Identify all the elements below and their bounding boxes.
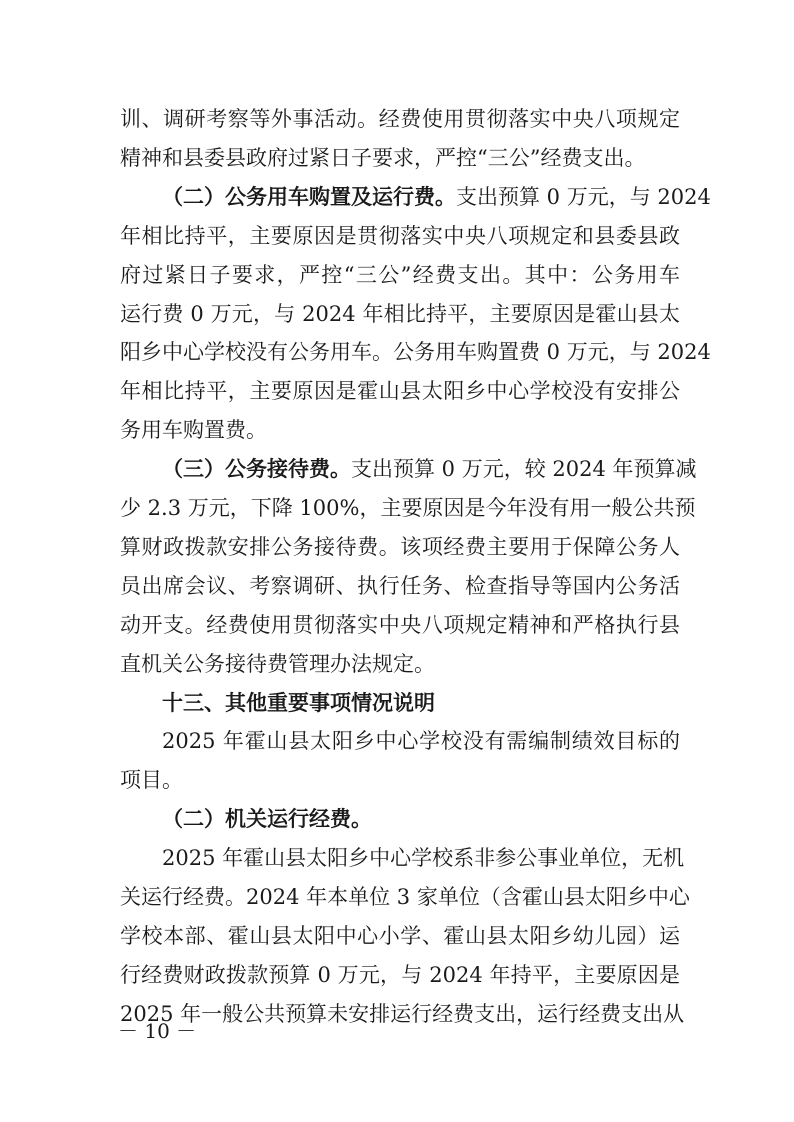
section-heading-reception: （三）公务接待费。 bbox=[162, 457, 351, 482]
paragraph-4-line-2: 关运行经费。2024 年本单位 3 家单位（含霍山县太阳乡中心 bbox=[120, 885, 690, 909]
paragraph-3-line-2: 少 2.3 万元，下降 100%，主要原因是今年没有用一般公共预 bbox=[120, 496, 696, 520]
paragraph-4-line-4: 行经费财政拨款预算 0 万元，与 2024 年持平，主要原因是 bbox=[120, 962, 680, 987]
paragraph-1-line-1: 训、调研考察等外事活动。经费使用贯彻落实中央八项规定 bbox=[120, 107, 680, 131]
paragraph-2-line-1 bbox=[162, 182, 711, 212]
paragraph-4-line-3: 学校本部、霍山县太阳中心小学、霍山县太阳乡幼儿园）运 bbox=[120, 923, 680, 948]
paragraph-4-line-1: 2025 年霍山县太阳乡中心学校系非参公事业单位，无机 bbox=[162, 846, 685, 871]
paragraph-2-line-7: 务用车购置费。 bbox=[120, 418, 267, 443]
paragraph-2-line-6: 年相比持平，主要原因是霍山县太阳乡中心学校没有安排公 bbox=[120, 379, 680, 404]
paragraph-2-line-3: 府过紧日子要求，严控“三公”经费支出。其中：公务用车 bbox=[120, 262, 680, 287]
paragraph-2-line-4: 运行费 0 万元，与 2024 年相比持平，主要原因是霍山县太 bbox=[120, 301, 680, 326]
paragraph-3-line-1 bbox=[162, 454, 697, 484]
paragraph-3-line-4: 员出席会议、考察调研、执行任务、检查指导等国内公务活 bbox=[120, 573, 680, 598]
page-number: － 10 － bbox=[118, 1019, 197, 1043]
section-13-line-2: 项目。 bbox=[120, 768, 183, 793]
paragraph-3-line-3: 算财政拨款安排公务接待费。该项经费主要用于保障公务人 bbox=[120, 534, 680, 559]
section-13-line-1: 2025 年霍山县太阳乡中心学校没有需编制绩效目标的 bbox=[162, 729, 680, 754]
paragraph-1-line-2: 精神和县委县政府过紧日子要求，严控“三公”经费支出。 bbox=[120, 145, 646, 170]
paragraph-2-line-1-text: 支出预算 0 万元，与 2024 bbox=[456, 184, 711, 209]
paragraph-3-line-1-text: 支出预算 0 万元，较 2024 年预算减 bbox=[351, 457, 697, 482]
section-heading-vehicles: （二）公务用车购置及运行费。 bbox=[162, 184, 456, 209]
section-heading-operating-expenses: （二）机关运行经费。 bbox=[162, 807, 372, 832]
paragraph-4-line-5: 2025 年一般公共预算未安排运行经费支出，运行经费支出从 bbox=[120, 1001, 685, 1026]
paragraph-2-line-2: 年相比持平，主要原因是贯彻落实中央八项规定和县委县政 bbox=[120, 223, 680, 248]
paragraph-3-line-5: 动开支。经费使用贯彻落实中央八项规定精神和严格执行县 bbox=[120, 612, 680, 637]
paragraph-2-line-5: 阳乡中心学校没有公务用车。公务用车购置费 0 万元，与 2024 bbox=[120, 340, 711, 365]
paragraph-3-line-6: 直机关公务接待费管理办法规定。 bbox=[120, 651, 435, 676]
section-13-heading: 十三、其他重要事项情况说明 bbox=[162, 690, 435, 715]
